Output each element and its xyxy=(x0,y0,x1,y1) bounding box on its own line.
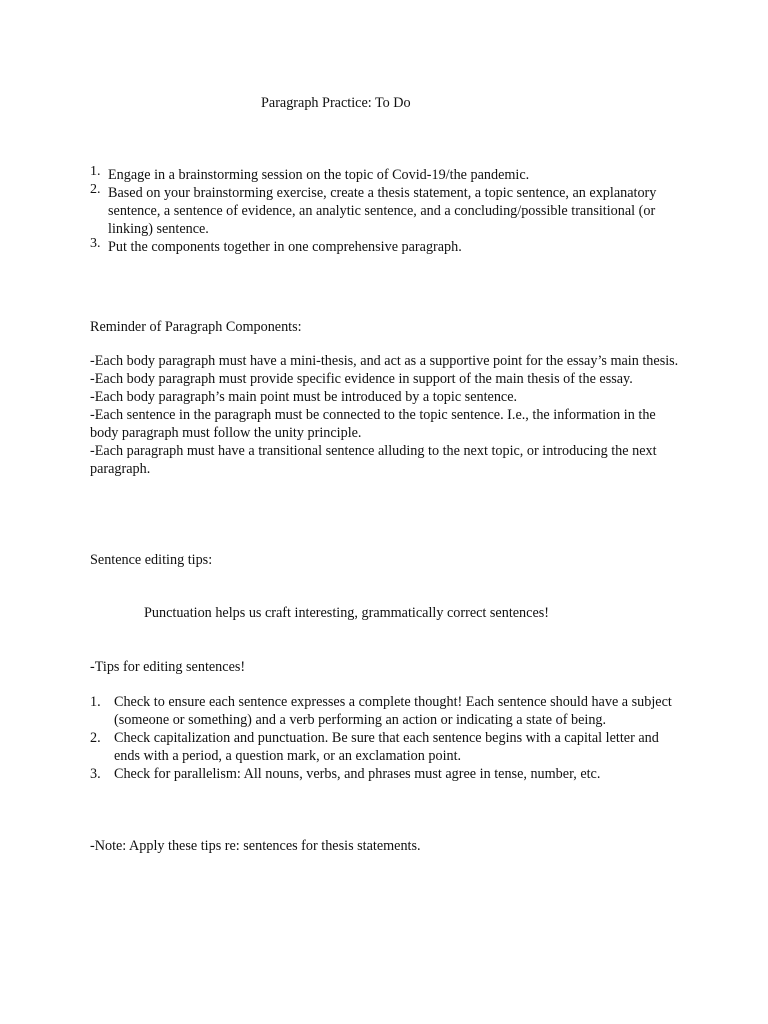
tip-item-text: Check for parallelism: All nouns, verbs, and phrases must agree in tense, number, etc. xyxy=(114,766,601,782)
reminder-item: -Each body paragraph’s main point must be introduced by a topic sentence. xyxy=(90,389,518,405)
punctuation-line: Punctuation helps us craft interesting, grammatically correct sentences! xyxy=(144,605,549,621)
tip-item-text: Check to ensure each sentence expresses a complete thought! Each sentence should have a subject (someone or something) and a verb performing an action or indicating a state of being. xyxy=(114,694,672,728)
todo-item-text: Based on your brainstorming exercise, create a thesis statement, a topic sentence, an explanatory sentence, a sentence of evidence, an analytic sentence, and a concluding/possible transitional (or linking) sentence. xyxy=(108,185,657,237)
todo-item-text: Engage in a brainstorming session on the topic of Covid-19/the pandemic. xyxy=(108,167,530,183)
todo-item xyxy=(90,238,690,256)
tips-list xyxy=(90,693,680,783)
tip-item-text: Check capitalization and punctuation. Be sure that each sentence begins with a capital letter and ends with a period, a question mark, or an exclamation point. xyxy=(114,730,659,764)
reminder-item: -Each sentence in the paragraph must be connected to the topic sentence. I.e., the information in the body paragraph must follow the unity principle. xyxy=(90,407,656,441)
tip-item xyxy=(90,693,680,729)
tip-item xyxy=(90,729,680,765)
list-number: 3. xyxy=(90,766,101,782)
list-number: 3. xyxy=(90,236,101,251)
tips-heading: -Tips for editing sentences! xyxy=(90,659,246,675)
reminder-item: -Each body paragraph must have a mini-thesis, and act as a supportive point for the essay’s main thesis. xyxy=(90,353,679,369)
todo-item-text: Put the components together in one comprehensive paragraph. xyxy=(108,239,462,255)
todo-list xyxy=(90,166,690,256)
todo-item xyxy=(90,184,690,238)
editing-heading: Sentence editing tips: xyxy=(90,552,213,568)
list-number: 1. xyxy=(90,164,101,179)
reminder-item: -Each body paragraph must provide specific evidence in support of the main thesis of the essay. xyxy=(90,371,633,387)
list-number: 2. xyxy=(90,182,101,197)
note-line: -Note: Apply these tips re: sentences for thesis statements. xyxy=(90,838,421,854)
list-number: 2. xyxy=(90,730,101,746)
reminder-item: -Each paragraph must have a transitional sentence alluding to the next topic, or introducing the next paragraph. xyxy=(90,443,657,477)
todo-item xyxy=(90,166,690,184)
page-title: Paragraph Practice: To Do xyxy=(261,95,411,111)
reminder-heading: Reminder of Paragraph Components: xyxy=(90,319,302,335)
tip-item xyxy=(90,765,680,783)
reminder-list xyxy=(90,352,680,478)
list-number: 1. xyxy=(90,694,101,710)
